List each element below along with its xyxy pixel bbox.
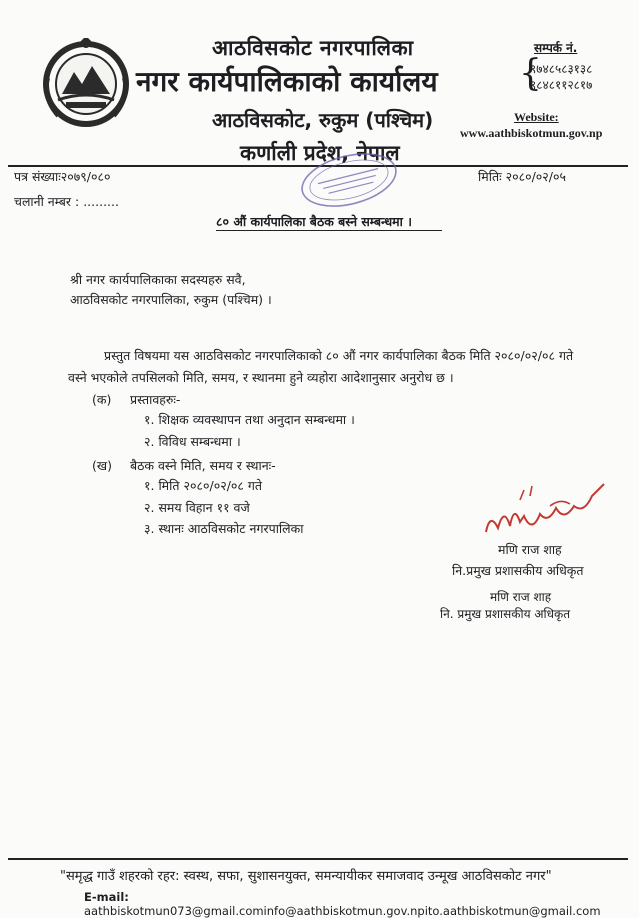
email-addresses: aathbiskotmun073@gmail.cominfo@aathbiskotmun.gov.npito.aathbiskotmun@gmail.com bbox=[84, 904, 601, 918]
signatory-name: मणि राज शाह bbox=[498, 542, 562, 557]
website-heading: Website: bbox=[514, 110, 559, 124]
email-label: E-mail: bbox=[84, 890, 129, 904]
body-paragraph-line-1: प्रस्तुत विषयमा यस आठविसकोट नगरपालिकाको ८० औं नगर कार्यपालिका बैठक मिति २०८०/०२/०८ गते bbox=[104, 348, 574, 363]
office-stamp bbox=[296, 150, 402, 210]
reference-number: पत्र संख्याः२०७९/०८० bbox=[14, 169, 111, 184]
recipient-line-1: श्री नगर कार्यपालिकाका सदस्यहरु सवै, bbox=[70, 272, 246, 287]
letterhead-municipality: आठविसकोट नगरपालिका bbox=[212, 36, 414, 60]
contact-phone-2: ९८४८११२८१७ bbox=[530, 78, 593, 92]
section-a-title: प्रस्तावहरुः- bbox=[130, 392, 181, 407]
contact-brace: { bbox=[519, 53, 542, 94]
footer-divider bbox=[8, 858, 628, 860]
section-a-item: २. विविध सम्बन्धमा । bbox=[144, 434, 241, 449]
signatory-title-typed: नि. प्रमुख प्रशासकीय अधिकृत bbox=[440, 607, 571, 621]
website-url: www.aathbiskotmun.gov.np bbox=[460, 126, 603, 140]
signatory-title: नि.प्रमुख प्रशासकीय अधिकृत bbox=[452, 563, 584, 578]
footer-motto: "समृद्ध गाउँ शहरको रहर: स्वस्थ, सफा, सुशासनयुक्त, समन्यायीकर समाजवाद उन्मूख आठविसकोट नगर" bbox=[60, 869, 552, 884]
letterhead-location: आठविसकोट, रुकुम (पश्चिम) bbox=[212, 108, 434, 132]
contact-heading: सम्पर्क नं. bbox=[534, 41, 578, 55]
recipient-line-2: आठविसकोट नगरपालिका, रुकुम (पश्चिम) । bbox=[70, 292, 272, 307]
section-b-label: (ख) bbox=[92, 458, 112, 473]
letterhead-office: नगर कार्यपालिकाको कार्यालय bbox=[136, 65, 438, 98]
subject-underline bbox=[216, 230, 442, 231]
section-b-item: ३. स्थानः आठविसकोट नगरपालिका bbox=[144, 521, 304, 536]
signatory-name-typed: मणि राज शाह bbox=[490, 590, 552, 604]
body-paragraph-line-2: वस्ने भएकोले तपसिलको मिति, समय, र स्थानमा हुने व्यहोरा आदेशानुसार अनुरोध छ । bbox=[68, 370, 454, 385]
section-a-item: १. शिक्षक व्यवस्थापन तथा अनुदान सम्बन्धमा । bbox=[144, 412, 355, 427]
letter-subject: ८० औं कार्यपालिका बैठक बस्ने सम्बन्धमा । bbox=[216, 214, 412, 229]
section-b-item: १. मिति २०८०/०२/०८ गते bbox=[144, 478, 263, 493]
contact-phone-1: ९७४८५८३१३८ bbox=[530, 62, 593, 76]
handwritten-signature bbox=[480, 476, 610, 542]
footer-email bbox=[84, 890, 639, 918]
dispatch-number: चलानी नम्बर : ......... bbox=[14, 194, 119, 209]
section-a-label: (क) bbox=[92, 392, 112, 407]
section-b-item: २. समय विहान ११ वजे bbox=[144, 500, 250, 515]
letterhead-province: कर्णाली प्रदेश, नेपाल bbox=[240, 141, 400, 165]
letter-date: मितिः २०८०/०२/०५ bbox=[478, 169, 566, 184]
municipality-logo bbox=[40, 38, 132, 130]
section-b-title: बैठक वस्ने मिति, समय र स्थानः- bbox=[130, 458, 276, 473]
